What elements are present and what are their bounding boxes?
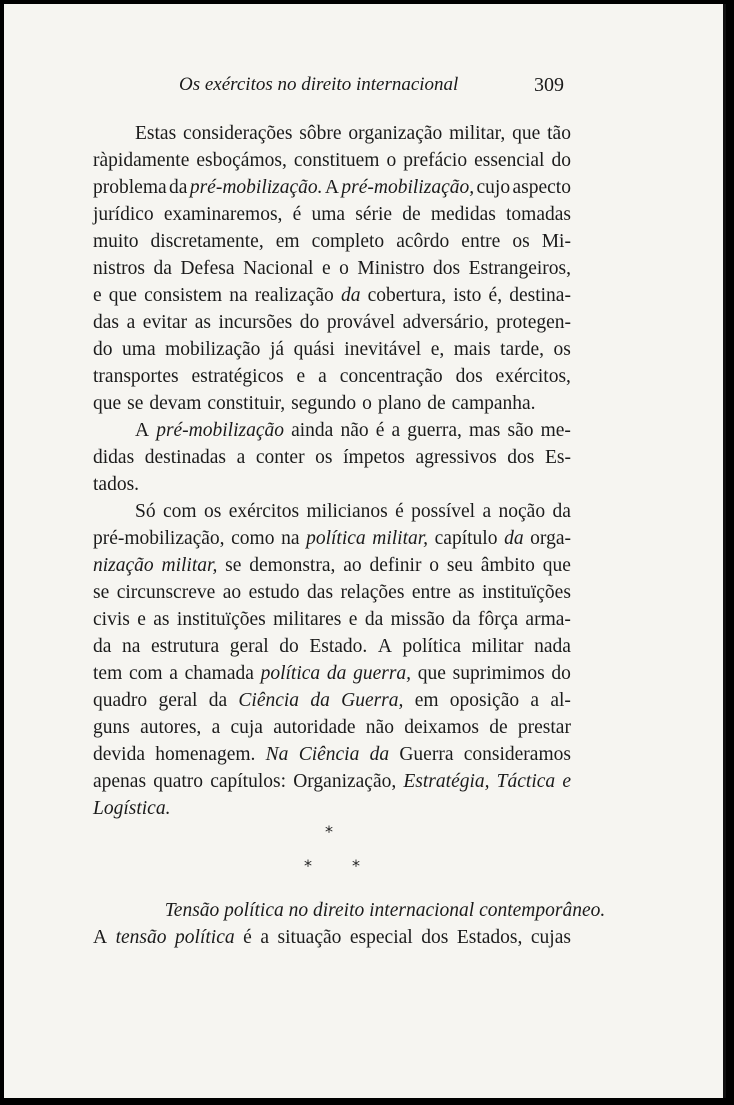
section-title: Tensão política no direito internacional contemporâneo.: [164, 900, 606, 921]
section-first-line: [93, 924, 571, 951]
text-line: devida homenagem. Na Ciência da Guerra consideramos: [93, 744, 571, 765]
text-line: Só com os exércitos milicianos é possível a noção da: [135, 501, 571, 522]
text-line: tados.: [93, 474, 140, 495]
separator-asterisk-top: *: [325, 822, 333, 841]
text-line: ràpidamente esboçámos, constituem o prefácio essencial do: [93, 150, 571, 171]
text-line: das a evitar as incursões do provável adversário, protegen-: [93, 312, 571, 333]
separator-asterisk-left: *: [304, 856, 312, 875]
text-line: A tensão política é a situação especial dos Estados, cujas: [93, 927, 571, 948]
text-line: tem com a chamada política da guerra, que suprimimos do: [93, 663, 571, 684]
running-title: Os exércitos no direito internacional: [179, 74, 459, 95]
text-line: que se devam constituir, segundo o plano de campanha.: [93, 393, 536, 414]
book-page: [4, 4, 726, 1098]
page-number: 309: [534, 74, 564, 96]
text-line: pré-mobilização, como na política militar, capítulo da orga-: [93, 528, 571, 549]
text-line: civis e as instituïções militares e da missão da fôrça arma-: [93, 609, 571, 630]
text-line: didas destinadas a conter os ímpetos agressivos dos Es-: [93, 447, 571, 468]
text-line: nistros da Defesa Nacional e o Ministro dos Estrangeiros,: [93, 258, 571, 279]
paragraph-2: [93, 417, 571, 498]
paragraph-3: [93, 498, 571, 822]
text-line: do uma mobilização já quási inevitável e, mais tarde, os: [93, 339, 571, 360]
text-line: A pré-mobilização ainda não é a guerra, mas são me-: [135, 420, 571, 441]
text-line: Estas considerações sôbre organização militar, que tão: [135, 123, 571, 144]
text-line: transportes estratégicos e a concentração dos exércitos,: [93, 366, 571, 387]
text-line: e que consistem na realização da cobertura, isto é, destina-: [93, 285, 571, 306]
text-line: nização militar, se demonstra, ao definir o seu âmbito que: [93, 555, 571, 576]
paragraph-1: [93, 120, 571, 417]
text-line: problema da pré-mobilização. A pré-mobilização, cujo aspecto: [93, 177, 571, 198]
text-line: quadro geral da Ciência da Guerra, em oposição a al-: [93, 690, 571, 711]
page-header: [4, 74, 726, 104]
text-line: apenas quatro capítulos: Organização, Estratégia, Táctica e: [93, 771, 571, 792]
separator-asterisk-right: *: [352, 856, 360, 875]
text-line: guns autores, a cuja autoridade não deixamos de prestar: [93, 717, 571, 738]
text-line: Logística.: [93, 798, 171, 819]
text-line: muito discretamente, em completo acôrdo entre os Mi-: [93, 231, 571, 252]
text-line: se circunscreve ao estudo das relações entre as instituïções: [93, 582, 571, 603]
text-line: da na estrutura geral do Estado. A política militar nada: [93, 636, 571, 657]
text-line: jurídico examinaremos, é uma série de medidas tomadas: [93, 204, 571, 225]
